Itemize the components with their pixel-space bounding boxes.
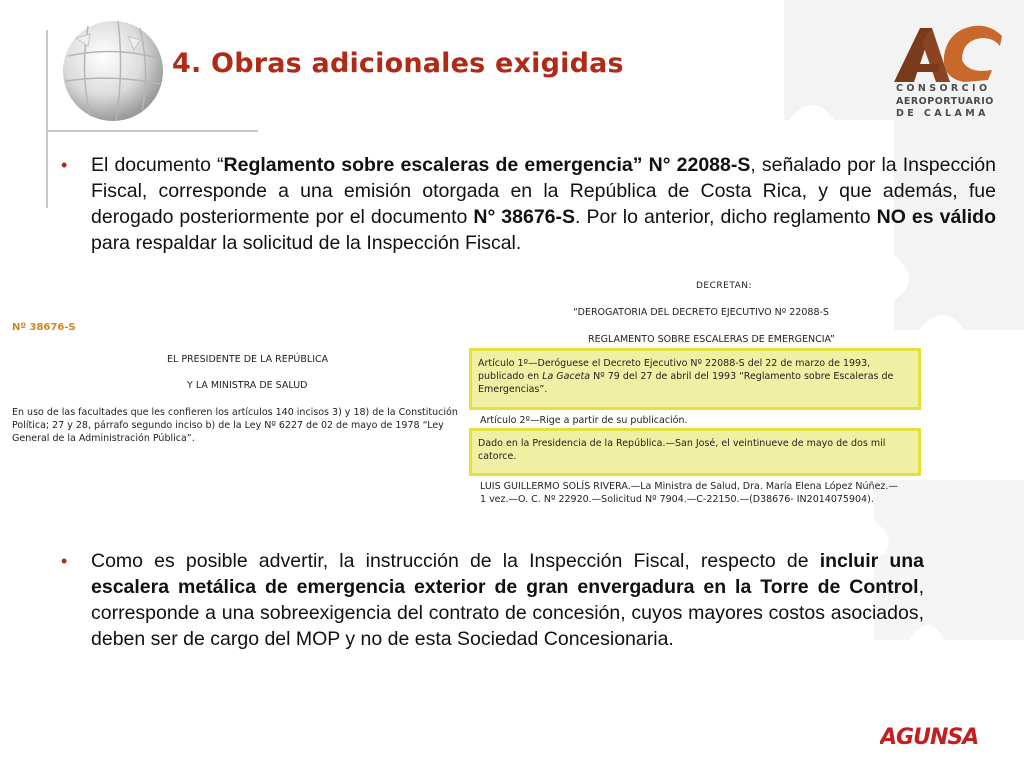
logo-line-2: AEROPORTUARIO <box>896 95 994 107</box>
decree-ministra: Y LA MINISTRA DE SALUD <box>187 380 308 391</box>
bullet1-text: , señalado por la Inspección Fiscal, corresponde a una emisión otorgada en la República de Costa Rica, y que además, fue derogado posteriormente por el documento <box>91 154 996 228</box>
bullet1-text: El documento “ <box>91 154 224 176</box>
consorcio-logo-text <box>896 83 994 121</box>
decree-presidente: EL PRESIDENTE DE LA REPÚBLICA <box>167 354 329 365</box>
decree-reglamento: REGLAMENTO SOBRE ESCALERAS DE EMERGENCIA” <box>588 334 835 345</box>
bullet1-bold: N° 38676-S <box>473 206 576 228</box>
bullet1-bold: NO es válido <box>876 206 996 228</box>
bullet1-text: para respaldar la solicitud de la Inspección Fiscal. <box>91 232 522 254</box>
page-title: 4. Obras adicionales exigidas <box>172 48 624 79</box>
bullet2-text: , corresponde a una sobreexigencia del contrato de concesión, cuyos mayores costos asociados, deben ser de cargo del MOP y no de esta Sociedad Concesionaria. <box>91 576 924 650</box>
bullet-dot: • <box>61 551 68 571</box>
decree-firma: LUIS GUILLERMO SOLÍS RIVERA.—La Ministra de Salud, Dra. María Elena López Núñez.—1 vez.—O. C. Nº 22920.—Solicitud Nº 7904.—C-22150.—(D38676- IN2014075904). <box>480 481 898 505</box>
bullet1-bold: Reglamento sobre escaleras de emergencia” N° 22088-S <box>223 154 751 176</box>
highlight-articulo-1 <box>469 348 921 410</box>
articulo1-text: Nº 79 del 27 de abril del 1993 “Reglamento sobre Escaleras de Emergencias”. <box>478 371 894 395</box>
dado-text: Dado en la Presidencia de la República.—San José, el veintinueve de mayo de dos mil catorce. <box>478 438 886 462</box>
decree-derogatoria: “DEROGATORIA DEL DECRETO EJECUTIVO Nº 22088-S <box>573 307 829 318</box>
articulo1-italic: La Gaceta <box>542 371 591 382</box>
decree-uso: En uso de las facultades que les confieren los artículos 140 incisos 3) y 18) de la Constitución Política; 27 y 28, párrafo segundo inciso b) de la Ley Nº 6227 de 02 de mayo de 1978 “Ley General de la Administración Pública”. <box>12 407 458 444</box>
highlight-dado <box>469 428 921 476</box>
bullet-paragraph-1 <box>61 152 996 256</box>
bullet2-bold: incluir una escalera metálica de emergencia exterior de gran envergadura en la Torre de Control <box>91 550 924 598</box>
decree-decretan: DECRETAN: <box>696 281 753 291</box>
bullet1-text: . Por lo anterior, dicho reglamento <box>575 206 877 228</box>
vertical-divider <box>46 30 48 208</box>
bullet2-text: Como es posible advertir, la instrucción de la Inspección Fiscal, respecto de <box>91 550 820 572</box>
logo-line-1: CONSORCIO <box>896 83 991 94</box>
agunsa-logo-text: AGUNSA <box>880 725 979 750</box>
decree-number: Nº 38676-S <box>12 322 76 333</box>
articulo1-text: Artículo 1º—Deróguese el Decreto Ejecutivo Nº 22088-S del 22 de marzo de 1993, publicado en <box>478 358 871 382</box>
horizontal-divider <box>46 130 258 132</box>
logo-line-3: DE CALAMA <box>896 108 989 119</box>
bullet-dot: • <box>61 155 68 175</box>
agunsa-logo <box>880 722 998 750</box>
bullet-paragraph-2 <box>61 548 924 652</box>
puzzle-globe-icon <box>58 16 168 126</box>
decree-articulo-2: Artículo 2º—Rige a partir de su publicación. <box>480 415 688 426</box>
